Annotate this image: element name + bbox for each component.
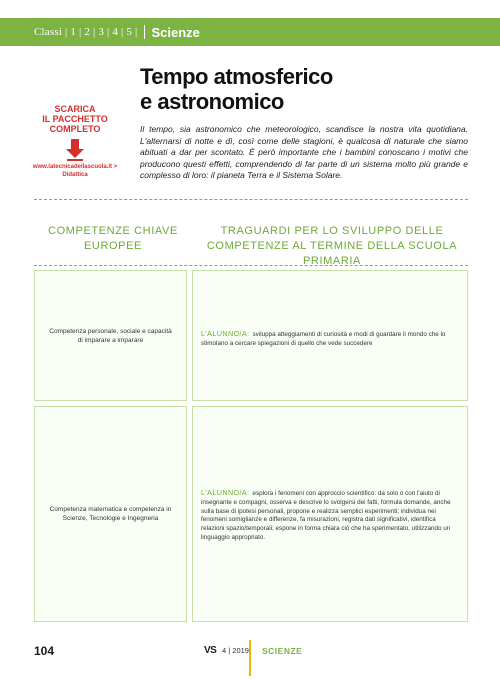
page-number: 104	[34, 644, 55, 658]
page-title-line2: e astronomico	[140, 89, 284, 114]
issue-number: 4 | 2019	[222, 646, 249, 655]
column-header-competenze: COMPETENZE CHIAVE EUROPEE	[48, 225, 178, 252]
section-divider	[34, 199, 468, 200]
column-header-traguardi: TRAGUARDI PER LO SVILUPPO DELLE COMPETENZE AL TERMINE DELLA SCUOLA PRIMARIA	[206, 225, 458, 267]
table-row	[34, 406, 187, 622]
alunno-label: L'ALUNNO/A:	[201, 329, 250, 338]
competence-text: Competenza matematica e competenza in Scienze, Tecnologie e Ingegneria	[49, 506, 172, 522]
download-arrow-icon	[66, 139, 84, 161]
promo-url-link[interactable]: www.latecnicadellascuola.it > Didattica	[32, 164, 118, 178]
goal-text: esplora i fenomeni con approccio scientifico: da solo o con l'aiuto di insegnante e compagni, osserva e descrive lo svolgersi dei fatti, formula domande, anche sulla base di ipotesi personali, propone e realizza semplici esperimenti; individua nei fenomeni somiglianze e differenze, fa misurazioni, registra dati significativi, identifica relazioni spazio/temporali; espone in forma chiara ciò che ha sperimentato, utilizzando un linguaggio appropriato.	[201, 490, 451, 541]
header-separator	[144, 25, 145, 39]
header-bar	[0, 18, 500, 46]
promo-line1: SCARICA	[54, 104, 96, 114]
goal-text: sviluppa atteggiamenti di curiosità e modi di guardare il mondo che lo stimolano a cercare spiegazioni di quello che vede succedere	[201, 331, 446, 347]
intro-paragraph: Il tempo, sia astronomico che meteorologico, scandisce la nostra vita quotidiana. L'alternarsi di notte e dì, così come delle stagioni, è qualcosa di naturale che siamo abituati a dar per scontato. È però importante che i bambini conoscano i motivi che producono questi effetti, comprendendo di far parte di un sistema molto più grande e complesso di loro: il pianeta Terra e il Sistema Solare.	[140, 124, 468, 181]
promo-line3: COMPLETO	[49, 124, 101, 134]
download-promo[interactable]	[32, 104, 118, 179]
page-title	[140, 64, 400, 114]
page-title-line1: Tempo atmosferico	[140, 64, 333, 89]
competence-text: Competenza personale, sociale e capacità di imparare a imparare	[49, 327, 172, 344]
magazine-logo: VS	[204, 645, 217, 656]
header-classi: Classi | 1 | 2 | 3 | 4 | 5 |	[34, 26, 138, 38]
table-row	[34, 270, 187, 401]
header-subject: Scienze	[151, 24, 200, 40]
alunno-label: L'ALUNNO/A:	[201, 488, 250, 497]
footer-divider	[249, 640, 251, 676]
footer-subject: SCIENZE	[262, 646, 303, 656]
table-row	[192, 270, 468, 401]
promo-line2: IL PACCHETTO	[42, 114, 108, 124]
table-row	[192, 406, 468, 622]
table-header-divider	[34, 265, 468, 266]
